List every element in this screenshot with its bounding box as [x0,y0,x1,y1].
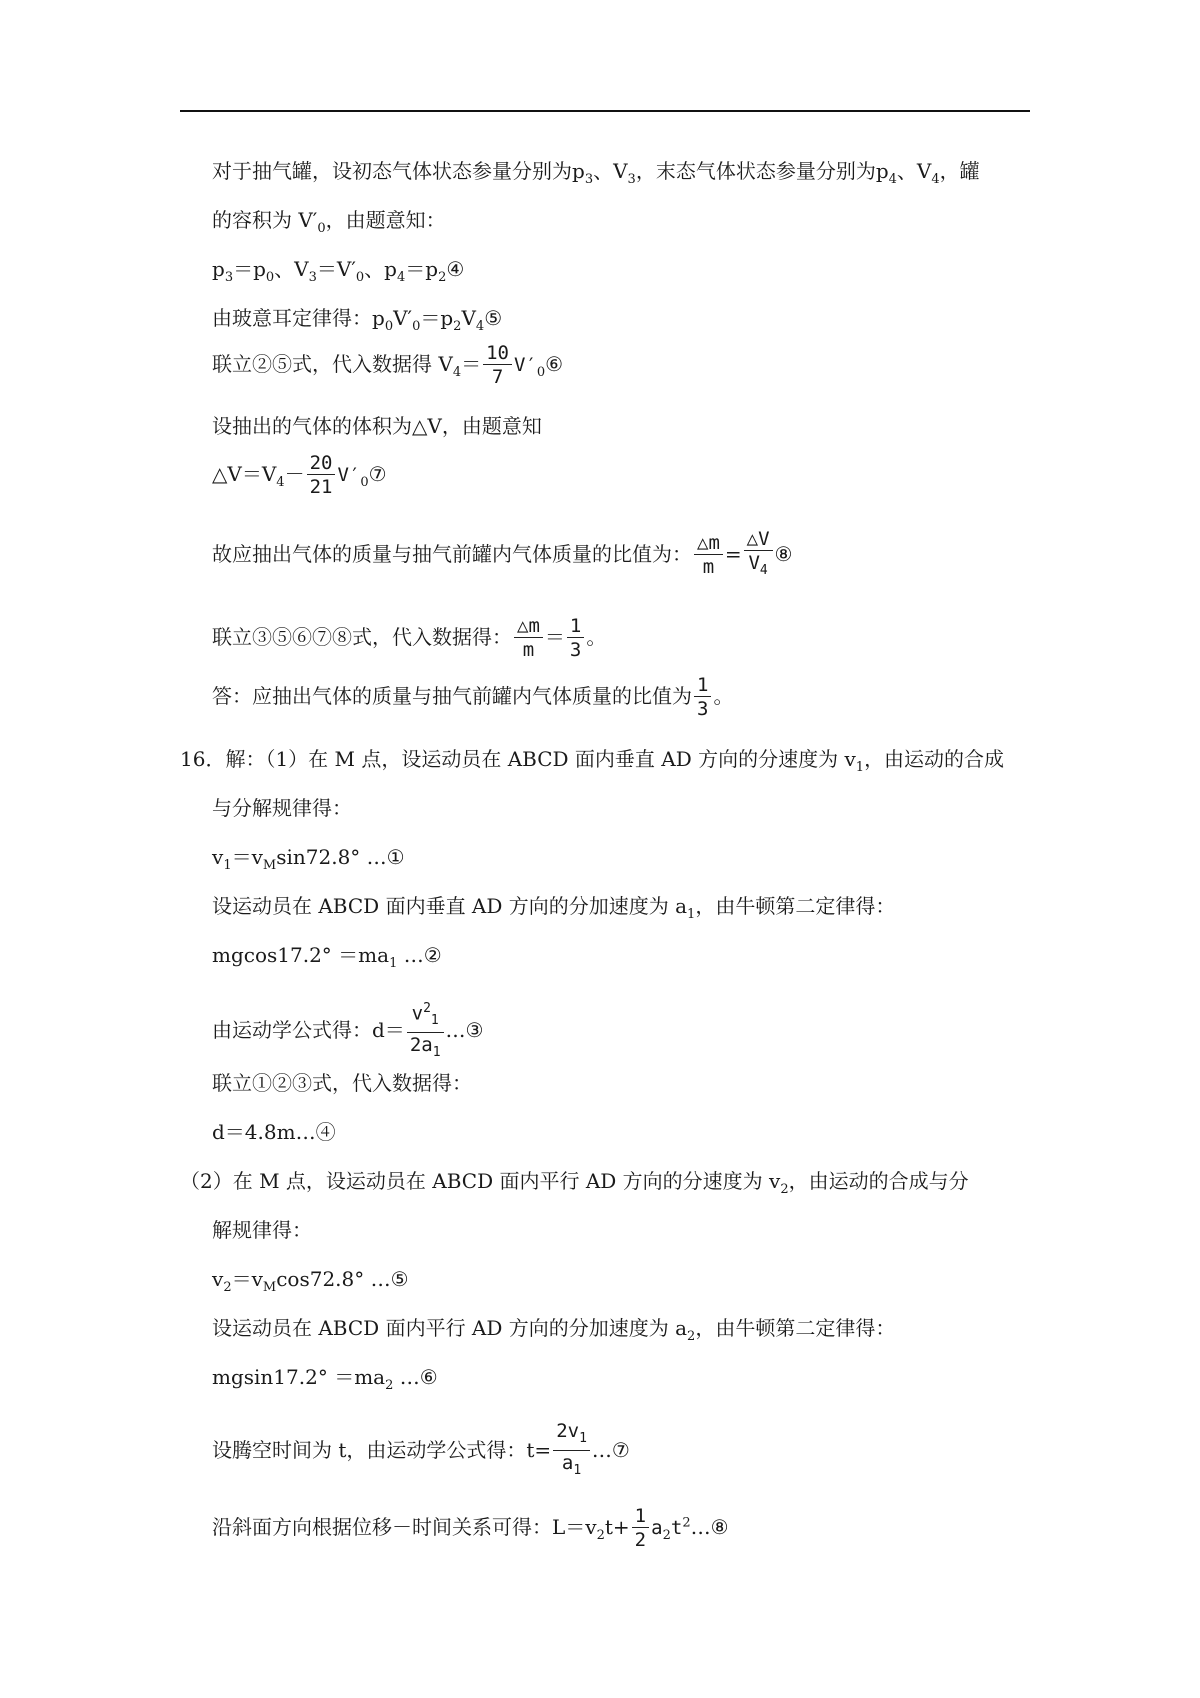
equation-4: $p_3=p_0$、$V_3=V'_0$、$p_4=p_2④$ [212,257,465,285]
text-line: 设运动员在 ABCD 面内平行 AD 方向的分加速度为 $a_2$，由牛顿第二定律得： [212,1316,896,1344]
equation-3: 由运动学公式得：d＝ $\frac{v^2_1}{2a_1}$ …③ [212,998,483,1065]
equation-2: $mgcos17.2^\circ =ma_1$ …② [212,943,442,971]
fraction: $\frac{1}{3}$ [694,674,711,721]
fraction: $\frac{1}{3}$ [567,615,584,662]
equation-7b: 设腾空时间为 t，由运动学公式得：t= $\frac{2v_1}{a_1}$ …⑦ [212,1420,630,1483]
fraction: $\frac{v^2_1}{2a_1}$ [407,998,444,1065]
fraction: $\frac{20}{21}$ [307,452,336,499]
fraction: $\frac{1}{2}$ [632,1505,649,1552]
equation-8b: 沿斜面方向根据位移－时间关系可得：$L=v_2t+$ $\frac{1}{2}$ $a_2t^2\dots ⑧$ [212,1505,729,1551]
equation-8: 故应抽出气体的质量与抽气前罐内气体质量的比值为： $\frac{\triangle m}{m}$ = $\frac{\triangle V}{V_4}$ ⑧ [212,528,792,583]
equation-4b: d＝4.8m…④ [212,1120,336,1144]
text-line: 设抽出的气体的体积为△V，由题意知 [212,414,542,438]
equation-1: $v_1=v_M\sin 72.8^\circ$ …① [212,845,405,873]
fraction: $\frac{\triangle m}{m}$ [694,532,723,579]
fraction: $\frac{\triangle m}{m}$ [514,615,543,662]
text-line: 解规律得： [212,1218,312,1242]
question-16-heading: 16．解：（1）在 M 点，设运动员在 ABCD 面内垂直 AD 方向的分速度为 $v_1$，由运动的合成 [180,747,1005,775]
equation-5b: $v_2=v_M\cos 72.8^\circ$ …⑤ [212,1267,409,1295]
answer-line: 答：应抽出气体的质量与抽气前罐内气体质量的比值为 $\frac{1}{3}$ 。 [212,674,734,720]
equation-5: 由玻意耳定律得：$p_0V'_0=p_2V_4⑤$ [212,306,503,334]
equation-6b: $mgsin17.2^\circ =ma_2$ …⑥ [212,1365,438,1393]
text-line: 联立①②③式，代入数据得： [212,1071,472,1095]
fraction: $\frac{\triangle V}{V_4}$ [744,528,773,583]
fraction: $\frac{2v_1}{a_1}$ [553,1420,590,1483]
result-line: 联立③⑤⑥⑦⑧式，代入数据得： $\frac{\triangle m}{m}$ ＝ $\frac{1}{3}$ 。 [212,615,607,661]
text-line: 的容积为 $V'_0$，由题意知： [212,208,446,236]
equation-7: $\triangle V=V_4-$ $\frac{20}{21}$ $V'_0⑦$ [212,452,387,498]
text-line: （2）在 M 点，设运动员在 ABCD 面内平行 AD 方向的分速度为 $v_2$，由运动的合成与分 [180,1169,969,1197]
equation-6: 联立②⑤式，代入数据得 $V_4=$ $\frac{10}{7}$ $V'_0⑥$ [212,342,564,388]
text-line: 与分解规律得： [212,796,352,820]
text-line: 设运动员在 ABCD 面内垂直 AD 方向的分加速度为 $a_1$，由牛顿第二定律得： [212,894,896,922]
fraction: $\frac{10}{7}$ [483,342,512,389]
header-rule [180,110,1030,112]
text-line: 对于抽气罐，设初态气体状态参量分别为$p_3$、$V_3$，末态气体状态参量分别为$p_4$、$V_4$，罐 [212,159,980,187]
